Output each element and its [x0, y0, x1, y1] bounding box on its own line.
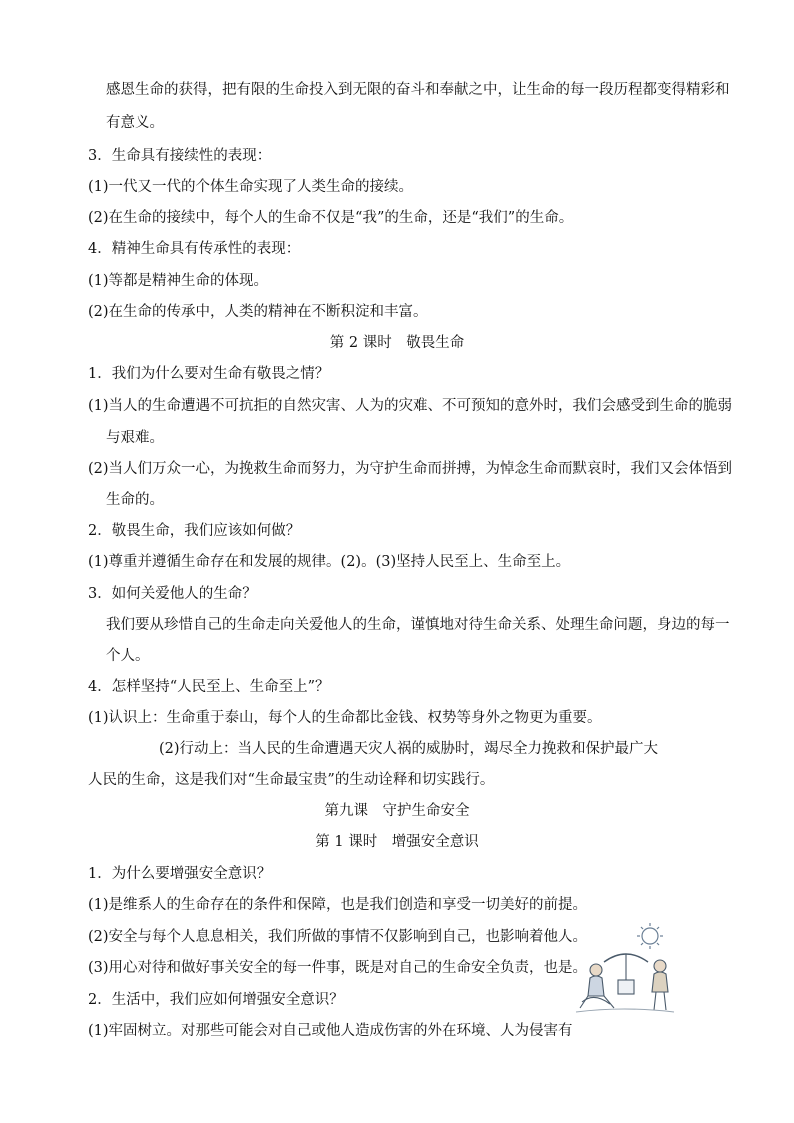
question-heading — [88, 364, 329, 384]
text: (1)认识上：生命重于泰山，每个人的生命都比金钱、权势等身外之物更为重要。 — [88, 710, 602, 726]
text: 2．敬畏生命，我们应该如何做？ — [88, 523, 301, 539]
lesson-title — [0, 333, 794, 353]
lesson-title — [0, 801, 794, 821]
question-heading — [88, 521, 300, 541]
text: (1)当人的生命遭遇不可抗拒的自然灾害、人为的灾难、不可预知的意外时，我们会感受到生命的脆弱 — [88, 398, 733, 414]
text: (2)行动上：当人民的生命遭遇天灾人祸的威胁时，竭尽全力挽救和保护最广大 — [159, 741, 659, 757]
question-heading — [88, 864, 271, 884]
text: 1．为什么要增强安全意识？ — [88, 866, 272, 882]
text: (2)安全与每个人息息相关，我们所做的事情不仅影响到自己，也影响着他人。 — [88, 929, 588, 945]
line-1 — [106, 80, 730, 100]
line-11 — [88, 396, 732, 416]
safety-illustration — [574, 922, 678, 1014]
line-27 — [88, 895, 587, 915]
text: 3．如何关爱他人的生命？ — [88, 586, 257, 602]
sun-icon — [637, 923, 663, 949]
text: (1)尊重并遵循生命存在和发展的规律。(2)。(3)坚持人民至上、生命至上。 — [88, 554, 571, 570]
lesson-subtitle — [0, 832, 794, 852]
line-18 — [106, 615, 730, 635]
line-23 — [88, 770, 494, 790]
text: 1．我们为什么要对生命有敬畏之情？ — [88, 366, 330, 382]
section-heading — [88, 239, 300, 259]
text: 第 1 课时 增强安全意识 — [315, 834, 479, 850]
text: 感恩生命的获得，把有限的生命投入到无限的奋斗和奉献之中，让生命的每一段历程都变得精彩和 — [106, 82, 730, 98]
line-8 — [88, 302, 428, 322]
line-22 — [159, 739, 658, 759]
text: (2)在生命的传承中，人类的精神在不断积淀和丰富。 — [88, 304, 428, 320]
line-31 — [88, 1021, 573, 1041]
line-7 — [88, 271, 268, 291]
text: (1)一代又一代的个体生命实现了人类生命的接续。 — [88, 179, 414, 195]
line-2 — [106, 113, 164, 133]
text: (1)牢固树立。对那些可能会对自己或他人造成伤害的外在环境、人为侵害有 — [88, 1023, 573, 1039]
text: (2)当人们万众一心，为挽救生命而努力，为守护生命而拼搏，为悼念生命而默哀时，我们又会体悟到 — [88, 461, 733, 477]
text: 有意义。 — [106, 115, 164, 131]
text: 2．生活中，我们应如何增强安全意识？ — [88, 992, 344, 1008]
line-4 — [88, 177, 413, 197]
question-heading — [88, 990, 344, 1010]
text: 个人。 — [106, 648, 150, 664]
text: 与艰难。 — [106, 430, 164, 446]
question-heading — [88, 677, 330, 697]
section-heading — [88, 146, 271, 166]
text: 第 2 课时 敬畏生命 — [329, 335, 465, 351]
text: (2)在生命的接续中，每个人的生命不仅是“我”的生命，还是“我们”的生命。 — [88, 210, 574, 226]
line-21 — [88, 708, 602, 728]
text: (3)用心对待和做好事关安全的每一件事，既是对自己的生命安全负责，也是。 — [88, 960, 588, 976]
text: (1)等都是精神生命的体现。 — [88, 273, 269, 289]
text: 4．精神生命具有传承性的表现： — [88, 241, 301, 257]
line-13 — [88, 459, 732, 479]
line-19 — [106, 646, 150, 666]
line-5 — [88, 208, 573, 228]
text: (1)是维系人的生命存在的条件和保障，也是我们创造和享受一切美好的前提。 — [88, 897, 588, 913]
text: 生命的。 — [106, 492, 164, 508]
line-29 — [88, 958, 587, 978]
line-14 — [106, 490, 164, 510]
text: 4．怎样坚持“人民至上、生命至上”？ — [88, 679, 330, 695]
people-umbrella-icon — [576, 954, 674, 1012]
text: 第九课 守护生命安全 — [324, 803, 470, 819]
text: 人民的生命，这是我们对“生命最宝贵”的生动诠释和切实践行。 — [88, 772, 495, 788]
text: 我们要从珍惜自己的生命走向关爱他人的生命，谨慎地对待生命关系、处理生命问题，身边的每一 — [106, 617, 730, 633]
line-16 — [88, 552, 570, 572]
question-heading — [88, 584, 257, 604]
line-12 — [106, 428, 164, 448]
text: 3．生命具有接续性的表现： — [88, 148, 272, 164]
line-28 — [88, 927, 587, 947]
